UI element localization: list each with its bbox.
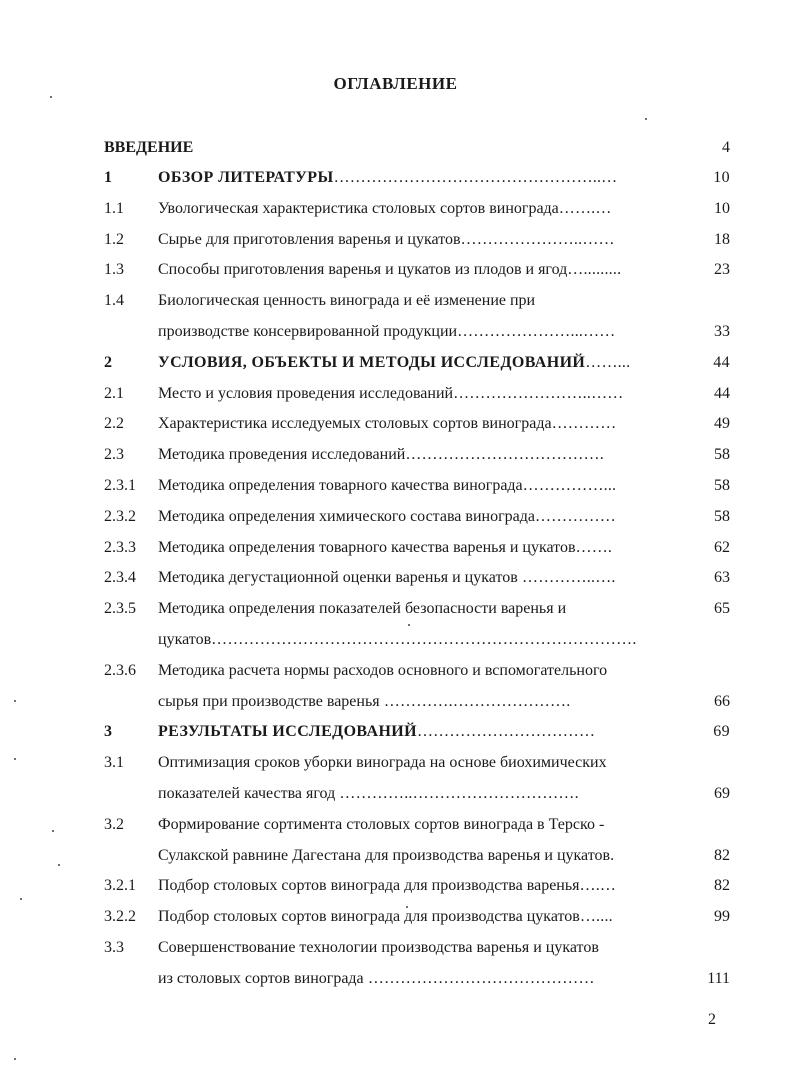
toc-entry-number: 2.3.1 xyxy=(104,477,136,494)
toc-entry-page: 63 xyxy=(714,569,730,586)
toc-entry-leader: ……………………..…… xyxy=(453,385,624,402)
toc-entry xyxy=(104,967,734,991)
toc-entry-text xyxy=(158,536,612,560)
toc-entry-title: Сырье для приготовления варенья и цукатов xyxy=(158,231,461,248)
toc-entry-number: 2.3.3 xyxy=(104,539,136,556)
toc-entry xyxy=(104,936,734,960)
toc-entry-number: 2.3.4 xyxy=(104,569,136,586)
toc-entry xyxy=(104,320,734,344)
toc-entry-page: 111 xyxy=(707,970,730,987)
toc-entry-text xyxy=(158,844,614,868)
toc-entry-title: УСЛОВИЯ, ОБЪЕКТЫ И МЕТОДЫ ИССЛЕДОВАНИЙ xyxy=(158,354,586,371)
toc-entry-text xyxy=(158,659,607,683)
toc-entry-text xyxy=(158,597,566,621)
toc-entry xyxy=(104,412,734,436)
toc-entry-text xyxy=(158,258,621,282)
toc-entry xyxy=(104,197,734,221)
toc-entry-title: Биологическая ценность винограда и её изменение при xyxy=(158,292,536,309)
toc-entry-number: 3.2.1 xyxy=(104,877,136,894)
toc-entry-text xyxy=(158,690,570,714)
toc-entry-title: Подбор столовых сортов винограда для производства варенья xyxy=(158,877,580,894)
toc-entry-leader: ……. xyxy=(575,539,613,556)
toc-entry-number: 1.4 xyxy=(104,292,124,309)
toc-entry-title: цукатов xyxy=(158,631,212,648)
toc-entry xyxy=(104,228,734,252)
toc-entry-text xyxy=(158,566,616,590)
toc-entry-title: Методика расчета нормы расходов основного и вспомогательного xyxy=(158,662,608,679)
scan-speck xyxy=(406,906,408,908)
toc-entry-leader: ….… xyxy=(579,877,617,894)
toc-entry-text xyxy=(158,320,616,344)
toc-entry-title: Оптимизация сроков уборки винограда на основе биохимических xyxy=(158,754,607,771)
toc-entry-leader: …......... xyxy=(567,261,622,278)
toc-intro-label: ВВЕДЕНИЕ xyxy=(104,139,194,156)
toc-entry-title: Методика определения химического состава винограда xyxy=(158,508,535,525)
toc-entry-number: 3.2.2 xyxy=(104,908,136,925)
toc-entry-text xyxy=(158,505,616,529)
toc-entry-number: 1.3 xyxy=(104,261,124,278)
toc-entry-text xyxy=(158,228,615,252)
toc-entry-leader: …………..…. xyxy=(517,569,616,586)
toc-entry-text xyxy=(158,967,595,991)
toc-entry-page: 62 xyxy=(714,539,730,556)
toc-entry-title: сырья при производстве варенья xyxy=(158,693,380,710)
toc-entry-page: 10 xyxy=(714,200,730,217)
toc-intro-page: 4 xyxy=(722,139,730,156)
toc-entry-number: 2.3 xyxy=(104,446,124,463)
scan-speck xyxy=(58,864,60,866)
toc-entry-page: 65 xyxy=(714,600,730,617)
scan-speck xyxy=(52,830,54,832)
toc-entry-text xyxy=(158,936,599,960)
toc-entry-title: Методика дегустационной оценки варенья и цукатов xyxy=(158,569,518,586)
scan-speck xyxy=(20,898,22,900)
toc-entry-title: Подбор столовых сортов винограда для производства цукатов xyxy=(158,908,580,925)
toc-entry-title: Увологическая характеристика столовых сортов винограда xyxy=(158,200,559,217)
toc-entry-leader: …………… xyxy=(534,508,616,525)
toc-entry-page: 18 xyxy=(714,231,730,248)
toc-entry-text xyxy=(158,382,623,406)
scan-speck xyxy=(408,624,410,626)
toc-entry-title: Методика определения товарного качества винограда xyxy=(158,477,523,494)
scan-speck xyxy=(50,96,52,98)
toc-entry-number: 2.2 xyxy=(104,415,124,432)
scan-speck xyxy=(14,758,16,760)
toc-entry-title: ОБЗОР ЛИТЕРАТУРЫ xyxy=(158,169,334,186)
toc-entry-text xyxy=(158,813,604,837)
toc-entry-page: 44 xyxy=(713,354,730,371)
toc-entry xyxy=(104,690,734,714)
toc-entry-page: 10 xyxy=(713,169,730,186)
toc-entry-leader: …………………………………………..… xyxy=(333,169,618,186)
toc-entry-page: 66 xyxy=(714,693,730,710)
toc-entry xyxy=(104,443,734,467)
toc-entry-title: Методика определения показателей безопасности варенья и xyxy=(158,600,567,617)
toc-entry-page: 44 xyxy=(714,385,730,402)
toc-entry-page: 23 xyxy=(714,261,730,278)
toc-entry-page: 82 xyxy=(714,877,730,894)
toc-entry xyxy=(104,166,734,190)
toc-entry-text xyxy=(158,720,595,744)
toc-entry-number: 2.3.2 xyxy=(104,508,136,525)
toc-entry-leader: ……... xyxy=(585,354,631,371)
page-title: ОГЛАВЛЕНИЕ xyxy=(333,74,458,93)
toc-entry-number: 1.1 xyxy=(104,200,124,217)
toc-entry xyxy=(104,813,734,837)
toc-entry-page: 82 xyxy=(714,847,730,864)
toc-entry-title: из столовых сортов винограда xyxy=(158,970,364,987)
toc-entry xyxy=(104,536,734,560)
toc-entry-leader: …………………………… xyxy=(416,723,596,740)
toc-entry-title: Место и условия проведения исследований xyxy=(158,385,454,402)
toc-entry-page: 49 xyxy=(714,415,730,432)
toc-entry-text xyxy=(158,474,616,498)
toc-entry-page: 69 xyxy=(714,785,730,802)
toc-entry-leader: ………… xyxy=(551,415,617,432)
toc-entry-page: 58 xyxy=(714,477,730,494)
toc-entry-page: 33 xyxy=(714,323,730,340)
toc-entry-number: 2 xyxy=(104,354,113,371)
toc-entry xyxy=(104,659,734,683)
toc-entry xyxy=(104,351,734,375)
toc-entry-number: 3.1 xyxy=(104,754,124,771)
toc-entry-title: Способы приготовления варенья и цукатов из плодов и ягод xyxy=(158,261,568,278)
toc-entry xyxy=(104,597,734,621)
toc-entry xyxy=(104,628,734,652)
toc-entry-leader: …………..…………………………. xyxy=(335,785,579,802)
toc-entry-leader: …………………..…… xyxy=(460,231,615,248)
toc-entry-text xyxy=(158,751,607,775)
toc-entry-leader: …………………...…… xyxy=(457,323,616,340)
toc-entry-page: 58 xyxy=(714,446,730,463)
toc-entry xyxy=(104,289,734,313)
toc-entry-leader: …….… xyxy=(558,200,612,217)
toc-entry-number: 3 xyxy=(104,723,113,740)
toc-entry xyxy=(104,874,734,898)
toc-entry xyxy=(104,474,734,498)
toc-entry-number: 2.3.5 xyxy=(104,600,136,617)
toc-entry xyxy=(104,782,734,806)
toc-entry-number: 1 xyxy=(104,169,113,186)
toc-entry xyxy=(104,382,734,406)
toc-entry-text xyxy=(158,628,637,652)
toc-entry-title: Формирование сортимента столовых сортов винограда в Терско - xyxy=(158,816,605,833)
toc-entry-title: производстве консервированной продукции xyxy=(158,323,458,340)
toc-entry-text xyxy=(158,412,616,436)
toc-entry-page: 69 xyxy=(713,723,730,740)
toc-entry xyxy=(104,720,734,744)
scan-speck xyxy=(645,118,647,120)
scan-speck xyxy=(14,1058,16,1060)
toc-entry-text xyxy=(158,289,535,313)
toc-entry-leader: …………………………………… xyxy=(363,970,595,987)
toc-entry-title: Совершенствование технологии производства варенья и цукатов xyxy=(158,939,599,956)
toc-entry-leader: ………….…………………. xyxy=(379,693,571,710)
toc-entry-leader: ……………... xyxy=(522,477,617,494)
toc-entry-title: РЕЗУЛЬТАТЫ ИССЛЕДОВАНИЙ xyxy=(158,723,417,740)
toc-entry-title: показателей качества ягод xyxy=(158,785,336,802)
toc-entry xyxy=(104,844,734,868)
toc-entry xyxy=(104,566,734,590)
toc-entry xyxy=(104,905,734,929)
toc-entry-text xyxy=(158,874,616,898)
toc-entry-text xyxy=(158,443,604,467)
toc-entry-text xyxy=(158,166,617,190)
toc-entry-page: 58 xyxy=(714,508,730,525)
toc-entry-number: 2.3.6 xyxy=(104,662,136,679)
toc-entry-leader: ……………………………………………………………………. xyxy=(211,631,637,648)
toc-entry-title: Методика определения товарного качества варенья и цукатов xyxy=(158,539,576,556)
toc-entry-leader: ………………………………. xyxy=(405,446,604,463)
toc-entry-text xyxy=(158,905,613,929)
toc-entry-text xyxy=(158,351,630,375)
toc-entry-text xyxy=(158,197,612,221)
toc-entry xyxy=(104,505,734,529)
toc-entry xyxy=(104,751,734,775)
toc-entry-title: Сулакской равнине Дагестана для производства варенья и цукатов. xyxy=(158,847,615,864)
toc-entry-title: Методика проведения исследований xyxy=(158,446,406,463)
toc-entry-number: 3.2 xyxy=(104,816,124,833)
toc-entry-title: Характеристика исследуемых столовых сортов винограда xyxy=(158,415,552,432)
toc-entry-number: 2.1 xyxy=(104,385,124,402)
toc-entry-page: 99 xyxy=(714,908,730,925)
page-number: 2 xyxy=(708,1011,716,1028)
toc-entry xyxy=(104,258,734,282)
toc-entry-number: 1.2 xyxy=(104,231,124,248)
toc-entry-leader: ….... xyxy=(579,908,613,925)
toc-entry-text xyxy=(158,782,579,806)
toc-entry-number: 3.3 xyxy=(104,939,124,956)
toc-intro xyxy=(104,136,734,160)
scan-speck xyxy=(14,700,16,702)
